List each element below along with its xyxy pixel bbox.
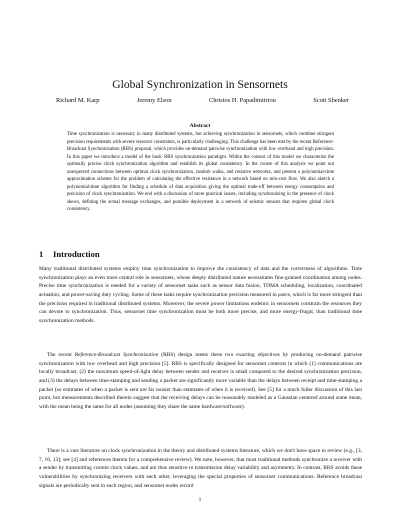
section-number: 1 [39,249,44,259]
paragraph-text: The recent [47,352,75,358]
author-list [56,97,349,104]
abstract-body: Time synchronization is necessary in many distributed systems, but achieving synchronization in sensornets, which combine stringent precision requirements with severe resource constraints, is particularly challenging. This challenge has been met by the recent Reference-Broadcast Synchronization (RBS) proposal, which provides on-demand pairwise synchronization with low overhead and high precision. In this paper we introduce a model of the basic RBS synchronization paradigm. Within the context of this model we characterize the optimally precise clock synchronization algorithm and establish its global consistency. In the course of this analysis we point out unexpected connections between optimal clock synchronization, random walks, and resistive networks, and present a polynomial-time approximation scheme for the problem of calculating the effective resistance in a network based on min-cost flow. We also sketch a polynomial-time algorithm for finding a schedule of data acquisition giving the optimal trade-off between energy consumption and precision of clock synchronization. We end with a discussion of more practical issues, including synchronizing in the presence of clock skews, defining the actual message exchanges, and possible deployment in a network of seismic sensors that requires global clock consistency. [67,132,334,213]
intro-paragraph-3: There is a vast literature on clock synchronization in the theory and distributed systems literature, which we don't have space to review (e.g., [3, 7, 16, 13]; see [4] and references therein for a comprehensive review). We note, however, that most traditional methods synchronize a receiver with a sender by transmitting current clock values, and are thus sensitive to transmission delay variability and asymmetry. In contrast, RBS avoids these vulnerabilities by synchronizing receivers with each other, leveraging the special properties of sensornet communications. Reference broadcast signals are periodically sent in each region, and sensornet nodes record [39,448,362,489]
section-title: Introduction [53,249,100,259]
page-number: 1 [198,497,202,503]
abstract-heading: Abstract [189,123,211,129]
section-heading [39,249,100,259]
paragraph-text: (RBS) design meets these two exacting objectives by producing on-demand pairwise synchronization with low overhead and high precision [5]. RBS is specifically designed for sensornet contexts in which (1) communications are locally broadcast, (2) the maximum speed-of-light delay between sender and receiver is small compared to the desired synchronization precision, and (3) the delays between time-stamping and sending a packet are significantly more variable than the delays between receipt and time-stamping a packet (so estimates of when a packet is sent are far noisier than estimates of when it is received). See [5] for a much fuller discussion of this last point, but measurements described therein suggest that the receiving delays can be reasonably modeled as a Gaussian centered around some mean, with the mean being the same for all nodes (assuming they share the same hardware/software). [39,352,363,410]
author-name: Christos H. Papadimitriou [208,97,276,104]
intro-paragraph-2 [39,351,362,412]
paper-title: Global Synchronization in Sensornets [112,78,288,91]
author-name: Richard M. Karp [56,97,100,104]
author-name: Jeremy Elson [136,97,172,104]
author-name: Scott Shenker [313,97,349,104]
intro-paragraph-1: Many traditional distributed systems employ time synchronization to improve the consistency of data and the correctness of algorithms. Time synchronization plays an even more central role in sensornets, whose deeply distributed nature necessitates fine-grained coordination among nodes. Precise time synchronization is needed for a variety of sensornet tasks such as sensor data fusion, TDMA scheduling, localization, coordinated actuation, and power-saving duty cycling. Some of these tasks require synchronization precision measured in μsecs, which is far more stringent than the precision required in traditional distributed systems. Moreover, the severe power limitations endemic in sensornets constrain the resources they can devote to synchronization. Thus, sensornet time synchronization must be both more precise, and more energy-frugal, than traditional time synchronization methods. [39,266,362,324]
emphasized-term: Reference-Broadcast Synchronization [74,352,159,358]
